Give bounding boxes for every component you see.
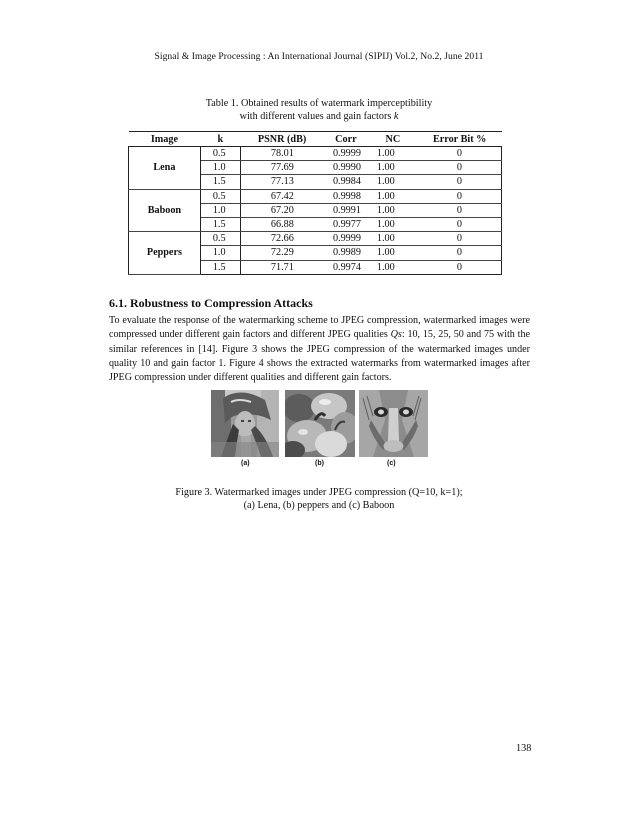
nc-cell: 1.00: [368, 189, 418, 203]
corr-cell: 0.9974: [324, 260, 368, 274]
figure-3: [211, 390, 428, 470]
error-bit-cell: 0: [418, 217, 502, 231]
table-row: [129, 147, 502, 161]
psnr-cell: 72.29: [240, 246, 324, 260]
corr-cell: 0.9999: [324, 232, 368, 246]
psnr-cell: 66.88: [240, 217, 324, 231]
quality-symbol: Qs: [390, 329, 402, 341]
error-bit-cell: 0: [418, 203, 502, 217]
nc-cell: 1.00: [368, 246, 418, 260]
column-header-error-bit: Error Bit %: [418, 132, 502, 147]
k-cell: 0.5: [200, 147, 240, 161]
error-bit-cell: 0: [418, 147, 502, 161]
corr-cell: 0.9991: [324, 203, 368, 217]
error-bit-cell: 0: [418, 189, 502, 203]
error-bit-cell: 0: [418, 260, 502, 274]
nc-cell: 1.00: [368, 217, 418, 231]
psnr-cell: 77.13: [240, 175, 324, 189]
nc-cell: 1.00: [368, 175, 418, 189]
lena-watermarked-image: [211, 390, 279, 457]
subfigure-label-a: (a): [241, 460, 250, 467]
nc-cell: 1.00: [368, 260, 418, 274]
k-cell: 1.0: [200, 161, 240, 175]
table-caption-line-1: Table 1. Obtained results of watermark imperceptibility: [205, 98, 433, 109]
psnr-cell: 77.69: [240, 161, 324, 175]
psnr-cell: 78.01: [240, 147, 324, 161]
nc-cell: 1.00: [368, 147, 418, 161]
psnr-cell: 72.66: [240, 232, 324, 246]
figure-caption-line-2: (a) Lena, (b) peppers and (c) Baboon: [243, 499, 395, 511]
nc-cell: 1.00: [368, 203, 418, 217]
error-bit-cell: 0: [418, 232, 502, 246]
nc-cell: 1.00: [368, 232, 418, 246]
image-name-cell: Peppers: [129, 232, 201, 275]
error-bit-cell: 0: [418, 161, 502, 175]
subfigure-label-c: (c): [387, 460, 396, 467]
nc-cell: 1.00: [368, 161, 418, 175]
table-caption: [0, 98, 638, 123]
corr-cell: 0.9998: [324, 189, 368, 203]
column-header-image: Image: [129, 132, 201, 147]
corr-cell: 0.9989: [324, 246, 368, 260]
corr-cell: 0.9999: [324, 147, 368, 161]
k-cell: 1.0: [200, 203, 240, 217]
baboon-watermarked-image: [359, 390, 428, 457]
page-number: 138: [516, 743, 532, 754]
psnr-cell: 71.71: [240, 260, 324, 274]
peppers-watermarked-image: [285, 390, 355, 457]
column-header-psnr: PSNR (dB): [240, 132, 324, 147]
psnr-cell: 67.42: [240, 189, 324, 203]
table-row: [129, 232, 502, 246]
corr-cell: 0.9984: [324, 175, 368, 189]
section-heading: 6.1. Robustness to Compression Attacks: [109, 296, 313, 310]
k-cell: 1.5: [200, 217, 240, 231]
table-caption-line-2: with different values and gain factors k: [239, 110, 399, 122]
figure-caption-line-1: Figure 3. Watermarked images under JPEG compression (Q=10, k=1);: [175, 487, 463, 498]
column-header-corr: Corr: [324, 132, 368, 147]
k-cell: 1.5: [200, 175, 240, 189]
results-table: [128, 131, 502, 275]
table-row: [129, 189, 502, 203]
k-cell: 1.5: [200, 260, 240, 274]
column-header-k: k: [200, 132, 240, 147]
column-header-nc: NC: [368, 132, 418, 147]
error-bit-cell: 0: [418, 175, 502, 189]
corr-cell: 0.9977: [324, 217, 368, 231]
corr-cell: 0.9990: [324, 161, 368, 175]
error-bit-cell: 0: [418, 246, 502, 260]
gain-factor-symbol: k: [393, 110, 399, 122]
figure-caption: [0, 487, 638, 512]
subfigure-label-b: (b): [315, 460, 324, 467]
body-paragraph: To evaluate the response of the watermarking scheme to JPEG compression, watermarked images were compressed under different gain factors and different JPEG qualities Qs: 10, 15, 25, 50 and 75 with the similar references in [14]. Figure 3 shows the JPEG compression of the watermarked images under quality 10 and gain factor 1. Figure 4 shows the extracted watermarks from watermarked images after JPEG compression under different qualities and different gain factors.: [109, 315, 530, 384]
table-header-row: [129, 132, 502, 147]
k-cell: 1.0: [200, 246, 240, 260]
k-cell: 0.5: [200, 189, 240, 203]
image-name-cell: Baboon: [129, 189, 201, 232]
k-cell: 0.5: [200, 232, 240, 246]
image-name-cell: Lena: [129, 147, 201, 190]
running-header: Signal & Image Processing : An International Journal (SIPIJ) Vol.2, No.2, June 2011: [154, 51, 484, 62]
psnr-cell: 67.20: [240, 203, 324, 217]
